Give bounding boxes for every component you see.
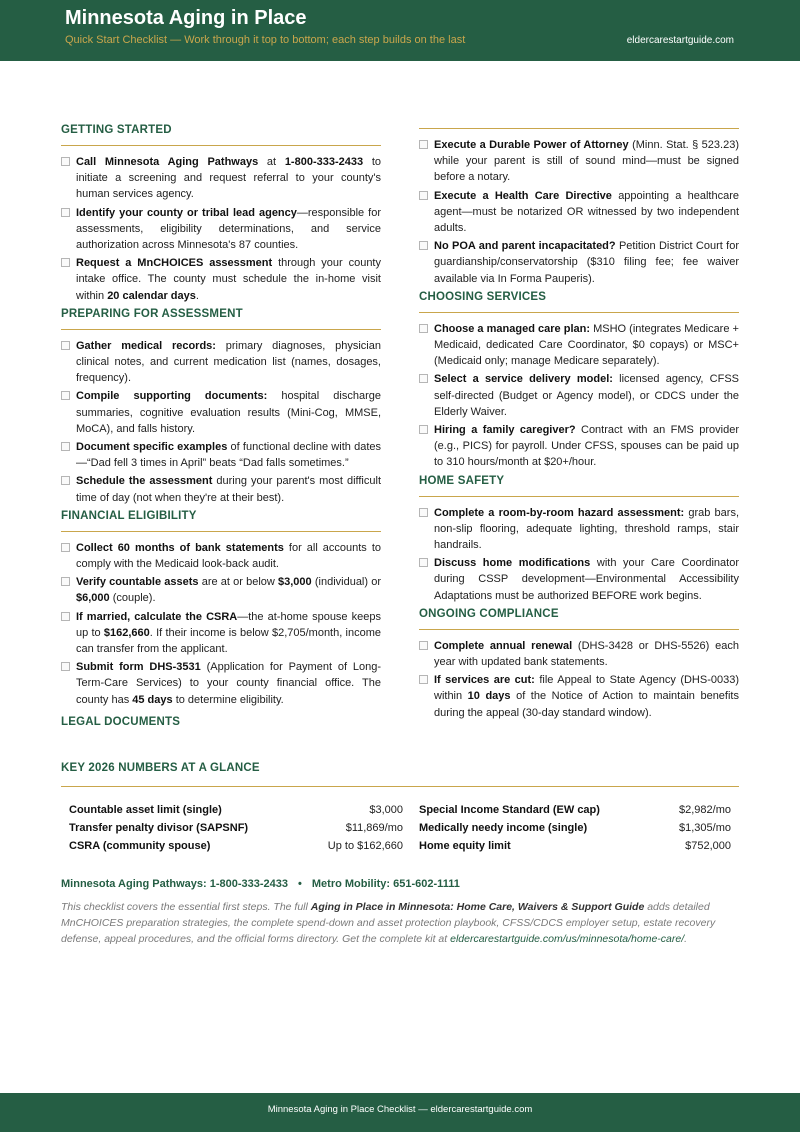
- key-numbers-heading: KEY 2026 NUMBERS AT A GLANCE: [61, 762, 739, 787]
- item-text: Petition District Court for guardianship/conservatorship ($310 filing fee; fee waiver available via In Forma Pauperis).: [434, 240, 739, 285]
- checkbox-icon[interactable]: [419, 374, 428, 383]
- item-text: —the at-home spouse keeps up to: [76, 610, 381, 639]
- key-number-label: Medically needy income (single): [419, 822, 588, 834]
- key-number-row: [69, 801, 403, 819]
- key-number-label: Special Income Standard (EW cap): [419, 804, 600, 816]
- item-text: (Minn. Stat. § 523.23) while your parent is still of sound mind—must be signed before a notary.: [434, 139, 739, 184]
- key-number-row: [419, 837, 731, 855]
- checklist-item[interactable]: [61, 473, 381, 505]
- section-getting-started: [61, 124, 381, 304]
- checkbox-icon[interactable]: [419, 241, 428, 250]
- item-emphasis: If services are cut:: [434, 674, 535, 687]
- section-heading: PREPARING FOR ASSESSMENT: [61, 308, 381, 330]
- key-number-row: [419, 801, 731, 819]
- section-heading-legal: LEGAL DOCUMENTS: [61, 715, 181, 728]
- checklist-item[interactable]: [61, 439, 381, 471]
- item-emphasis: Discuss home modifications: [434, 557, 591, 570]
- checklist-item[interactable]: [419, 371, 739, 420]
- section-legal: [419, 128, 739, 287]
- page-footer: [0, 1093, 800, 1132]
- item-emphasis: 1-800-333-2433: [284, 156, 364, 168]
- checkbox-icon[interactable]: [61, 442, 70, 451]
- checkbox-icon[interactable]: [419, 140, 428, 149]
- page-subtitle: Quick Start Checklist — Work through it top to bottom; each step builds on the last: [65, 34, 466, 46]
- item-emphasis: Schedule the assessment: [76, 475, 213, 488]
- left-column: [61, 124, 381, 736]
- item-text: .: [195, 289, 199, 302]
- key-number-value: Up to $162,660: [327, 840, 403, 852]
- section-heading: HOME SAFETY: [419, 475, 739, 497]
- item-emphasis: Call Minnesota Aging Pathways: [76, 156, 259, 168]
- item-text: to initiate a screening and request referral to your county's human services agency.: [76, 156, 381, 201]
- checklist-item[interactable]: [61, 205, 381, 254]
- checkbox-icon[interactable]: [419, 324, 428, 333]
- contact-separator: •: [298, 878, 302, 890]
- checkbox-icon[interactable]: [61, 341, 70, 350]
- contact-line: [61, 878, 460, 890]
- item-text: (DHS-3428 or DHS-5526) each year with updated bank statements.: [434, 639, 739, 669]
- item-text: appointing a healthcare agent—must be notarized OR witnessed by two independent adults.: [434, 189, 739, 235]
- item-emphasis: Collect 60 months of bank statements: [76, 541, 284, 554]
- section-heading: GETTING STARTED: [61, 124, 381, 146]
- checkbox-icon[interactable]: [419, 558, 428, 567]
- header-site-link[interactable]: eldercarestartguide.com: [626, 35, 734, 46]
- page-header: [0, 0, 800, 61]
- item-emphasis: $6,000: [76, 592, 110, 605]
- checkbox-icon[interactable]: [419, 191, 428, 200]
- checklist-item[interactable]: [61, 338, 381, 387]
- item-emphasis: $3,000: [278, 576, 312, 589]
- item-text: file Appeal to State Agency (DHS-0033) within: [434, 674, 739, 703]
- item-text: through your county intake office. The county must schedule the in-home visit within: [76, 257, 381, 302]
- key-number-value: $2,982/mo: [679, 804, 731, 816]
- key-number-label: CSRA (community spouse): [69, 840, 211, 852]
- checklist-item[interactable]: [419, 137, 739, 186]
- item-emphasis: Execute a Durable Power of Attorney: [434, 139, 629, 151]
- item-emphasis: Compile supporting documents:: [76, 390, 268, 403]
- key-number-row: [69, 837, 403, 855]
- key-numbers-left: [69, 801, 403, 855]
- item-text: —responsible for assessments, eligibility determinations, and service authorization across Minnesota's 87 counties.: [76, 206, 381, 252]
- checkbox-icon[interactable]: [61, 543, 70, 552]
- checkbox-icon[interactable]: [419, 425, 428, 434]
- section-rule: [419, 128, 739, 129]
- key-number-row: [419, 819, 731, 837]
- item-emphasis: Document specific examples: [76, 441, 228, 454]
- checklist-item[interactable]: [419, 638, 739, 670]
- checkbox-icon[interactable]: [61, 662, 70, 671]
- guide-title: Aging in Place in Minnesota: Home Care, Waivers & Support Guide: [310, 901, 645, 913]
- item-text: for all accounts to comply with the Medicaid look-back audit.: [76, 541, 381, 571]
- checklist-item[interactable]: [419, 238, 739, 287]
- section-heading: FINANCIAL ELIGIBILITY: [61, 510, 381, 532]
- section-preparing: [61, 308, 381, 506]
- item-text: of functional decline with dates—“Dad fell 3 times in April” beats “Dad falls sometimes.”: [76, 441, 381, 470]
- checklist-item[interactable]: [61, 154, 381, 203]
- key-number-value: $11,869/mo: [345, 822, 403, 834]
- checkbox-icon[interactable]: [61, 476, 70, 485]
- note-body: adds detailed MnCHOICES preparation strategies, the complete spend-down and asset protection playbook, CFSS/CDCS employer setup, estate recovery defense, appeal procedures, and the official forms directory. Get the complete kit at: [61, 901, 716, 945]
- checkbox-icon[interactable]: [61, 208, 70, 217]
- item-emphasis: No POA and parent incapacitated?: [434, 240, 616, 253]
- item-text: during your parent's most difficult time of day (not when they're at their best).: [76, 475, 381, 504]
- checklist-item[interactable]: [419, 555, 739, 604]
- section-heading: ONGOING COMPLIANCE: [419, 608, 739, 630]
- note-end: .: [684, 933, 688, 945]
- key-numbers-section: [61, 762, 739, 855]
- footer-text: Minnesota Aging in Place Checklist — eldercarestartguide.com: [267, 1104, 533, 1115]
- checkbox-icon[interactable]: [419, 641, 428, 650]
- key-number-label: Home equity limit: [419, 840, 511, 852]
- checklist-item[interactable]: [61, 574, 381, 606]
- item-emphasis: Complete annual renewal: [434, 639, 573, 652]
- key-numbers-table: [61, 801, 739, 855]
- checklist-item[interactable]: [61, 659, 381, 708]
- item-emphasis: 10 days: [467, 690, 511, 703]
- checkbox-icon[interactable]: [419, 675, 428, 684]
- item-emphasis: 45 days: [132, 693, 173, 706]
- page-title: Minnesota Aging in Place: [65, 7, 307, 29]
- right-column: [419, 128, 739, 725]
- checklist-item[interactable]: [419, 672, 739, 721]
- metro-mobility-phone[interactable]: Metro Mobility: 651-602-1111: [311, 878, 460, 890]
- item-emphasis: Request a MnCHOICES assessment: [76, 257, 273, 270]
- item-emphasis: Select a service delivery model:: [434, 373, 613, 386]
- key-number-value: $752,000: [685, 840, 731, 852]
- checklist-item[interactable]: [61, 609, 381, 658]
- item-text: at: [258, 156, 285, 168]
- item-text: (Application for Payment of Long-Term-Care Services) to your county financial office. The county has: [76, 661, 381, 706]
- checklist-item[interactable]: [419, 505, 739, 554]
- item-emphasis: Submit form DHS-3531: [76, 661, 201, 674]
- key-number-label: Countable asset limit (single): [69, 804, 222, 816]
- item-text: hospital discharge summaries, cognitive evaluation results (Mini-Cog, MMSE, MoCA), and falls history.: [76, 390, 381, 435]
- key-numbers-right: [419, 801, 731, 855]
- guide-note: [61, 899, 741, 947]
- item-emphasis: Hiring a family caregiver?: [434, 424, 576, 437]
- guide-link[interactable]: eldercarestartguide.com/us/minnesota/home-care/: [450, 933, 685, 945]
- item-text: MSHO (integrates Medicare + Medicaid, dedicated Care Coordinator, $0 copays) or MSC+ (Medicaid only; manage Medicare separately).: [434, 322, 739, 368]
- item-text: with your Care Coordinator during CSSP development—Environmental Accessibility Adaptations must be authorized BEFORE work begins.: [434, 557, 739, 602]
- note-intro: This checklist covers the essential first steps. The full: [61, 901, 311, 913]
- item-emphasis: Execute a Health Care Directive: [434, 189, 612, 202]
- item-text: licensed agency, CFSS self-directed (Budget or Agency model), or CDCS under the Elderly Waiver.: [434, 373, 739, 418]
- section-financial: [61, 510, 381, 708]
- key-number-value: $1,305/mo: [679, 822, 731, 834]
- item-emphasis: $162,660: [103, 626, 150, 639]
- item-text: Contract with an FMS provider (e.g., PICS) for payroll. Under CFSS, spouses can be paid up to 310 hours/month at $20+/hour.: [434, 424, 739, 469]
- item-text: are at or below: [198, 576, 279, 589]
- checkbox-icon[interactable]: [61, 258, 70, 267]
- item-emphasis: Choose a managed care plan:: [434, 322, 590, 335]
- item-text: of the Notice of Action to maintain benefits during the appeal (30-day standard window).: [434, 690, 739, 719]
- checkbox-icon[interactable]: [61, 612, 70, 621]
- pathways-phone[interactable]: Minnesota Aging Pathways: 1-800-333-2433: [61, 878, 289, 890]
- checklist-item[interactable]: [61, 388, 381, 437]
- item-text: to determine eligibility.: [172, 693, 284, 706]
- item-emphasis: Gather medical records:: [76, 339, 216, 352]
- section-home-safety: [419, 475, 739, 604]
- checkbox-icon[interactable]: [61, 391, 70, 400]
- section-choosing: [419, 291, 739, 471]
- checklist-item[interactable]: [419, 422, 739, 471]
- item-text: . If their income is below $2,705/month, income can transfer from the applicant.: [76, 626, 381, 656]
- checklist-item[interactable]: [61, 540, 381, 572]
- checklist-item[interactable]: [61, 255, 381, 304]
- item-emphasis: Verify countable assets: [76, 576, 199, 589]
- checklist-item[interactable]: [419, 188, 739, 237]
- item-emphasis: 20 calendar days: [107, 289, 196, 302]
- key-number-label: Transfer penalty divisor (SAPSNF): [69, 822, 249, 834]
- section-heading: CHOOSING SERVICES: [419, 291, 739, 313]
- checkbox-icon[interactable]: [61, 577, 70, 586]
- item-text: (individual) or: [311, 576, 381, 589]
- key-number-value: $3,000: [369, 804, 403, 816]
- section-ongoing: [419, 608, 739, 721]
- key-number-row: [69, 819, 403, 837]
- item-emphasis: Complete a room-by-room hazard assessment:: [434, 506, 685, 519]
- item-emphasis: Identify your county or tribal lead agency: [76, 206, 297, 219]
- item-text: primary diagnoses, physician clinical notes, and current medication list (names, dosages, frequency).: [76, 339, 381, 385]
- item-text: (couple).: [109, 592, 156, 605]
- checkbox-icon[interactable]: [419, 508, 428, 517]
- item-text: grab bars, non-slip flooring, adequate lighting, threshold ramps, stair handrails.: [434, 506, 739, 552]
- checklist-item[interactable]: [419, 321, 739, 370]
- item-emphasis: If married, calculate the CSRA: [76, 610, 238, 623]
- checkbox-icon[interactable]: [61, 157, 70, 166]
